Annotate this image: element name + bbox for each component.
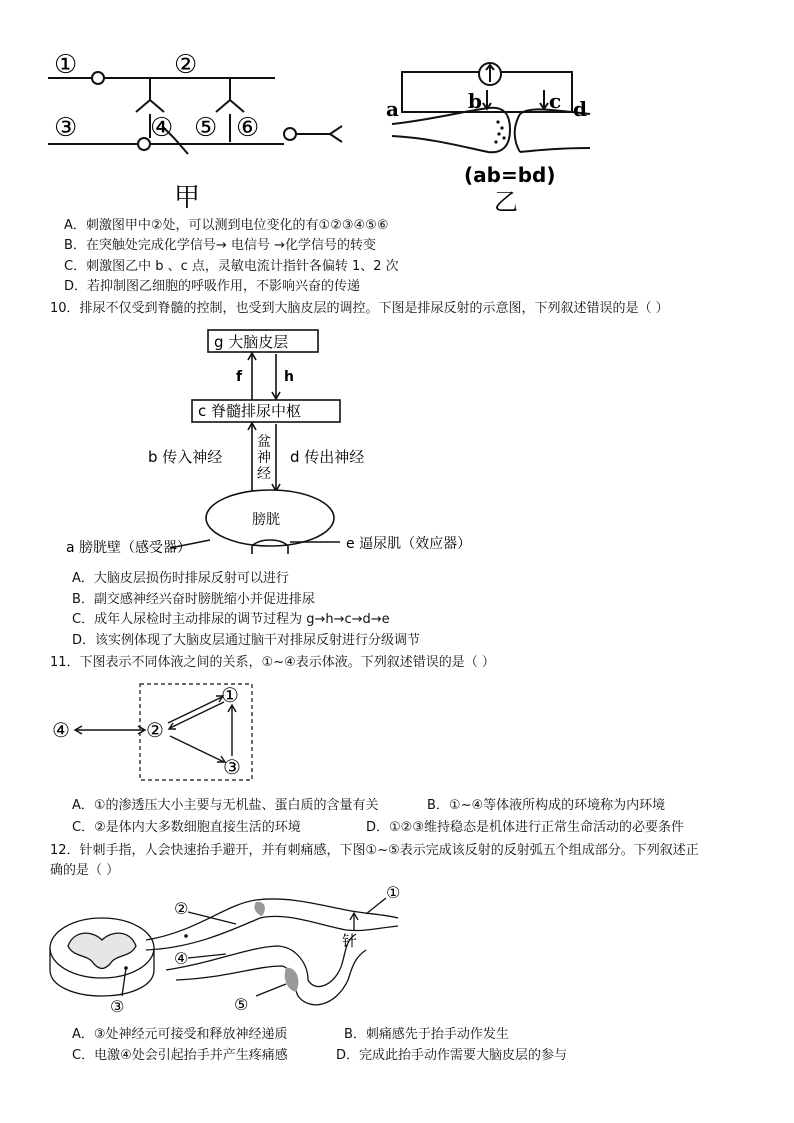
q12-option-d: D．完成此抬手动作需要大脑皮层的参与 xyxy=(336,1048,568,1063)
label-d: d xyxy=(573,97,587,121)
q12-option-c: C．电激④处会引起抬手并产生疼痛感 xyxy=(72,1048,288,1063)
q9-option-b: B．在突触处完成化学信号→ 电信号 →化学信号的转变 xyxy=(64,238,376,253)
spinal-box-label: c 脊髓排尿中枢 xyxy=(198,402,302,420)
node-1: ① xyxy=(221,683,239,707)
arc-label-3: ③ xyxy=(110,997,125,1016)
q10-option-d: D．该实例体现了大脑皮层通过脑干对排尿反射进行分级调节 xyxy=(72,633,421,648)
q12-option-a: A．③处神经元可接受和释放神经递质 xyxy=(72,1027,288,1042)
label-4: ④ xyxy=(150,113,174,143)
arc-label-4: ④ xyxy=(174,949,189,968)
detrusor-label: e 逼尿肌（效应器） xyxy=(346,536,472,552)
ab-bd-note: (ab=bd) xyxy=(464,163,556,187)
q10-option-a: A．大脑皮层损伤时排尿反射可以进行 xyxy=(72,571,289,586)
node-3: ③ xyxy=(223,755,241,779)
label-2: ② xyxy=(174,50,198,80)
bladder-wall-label: a 膀胱壁（感受器） xyxy=(66,540,192,556)
q12-stem-line2: 确的是（ ） xyxy=(50,863,120,878)
needle-label: 针 xyxy=(342,932,358,950)
q9-option-d: D．若抑制图乙细胞的呼吸作用，不影响兴奋的传递 xyxy=(64,279,361,294)
q9-option-a: A．刺激图甲中②处，可以测到电位变化的有①②③④⑤⑥ xyxy=(64,218,389,233)
arc-label-2: ② xyxy=(174,899,189,918)
bladder-label: 膀胱 xyxy=(252,512,280,528)
figure-jia xyxy=(40,42,360,212)
label-b: b xyxy=(468,89,482,113)
arc-label-5: ⑤ xyxy=(234,995,249,1014)
q11-option-d: D．①②③维持稳态是机体进行正常生命活动的必要条件 xyxy=(366,820,684,835)
caption-yi: 乙 xyxy=(494,188,518,214)
label-1: ① xyxy=(54,50,78,80)
q10-option-c: C．成年人尿检时主动排尿的调节过程为 g→h→c→d→e xyxy=(72,612,390,627)
caption-jia: 甲 xyxy=(174,183,201,212)
label-a: a xyxy=(386,97,399,121)
node-2: ② xyxy=(146,718,164,742)
q12-stem-line1: 12．针刺手指，人会快速抬手避开，并有刺痛感，下图①~⑤表示完成该反射的反射弧五个组成部分。下列叙述正 xyxy=(50,843,699,858)
figure-yi xyxy=(380,58,600,214)
q11-option-a: A．①的渗透压大小主要与无机盐、蛋白质的含量有关 xyxy=(72,798,379,813)
label-c: c xyxy=(549,89,562,113)
q10-diagram xyxy=(60,324,540,560)
q11-option-c: C．②是体内大多数细胞直接生活的环境 xyxy=(72,820,301,835)
node-4: ④ xyxy=(52,718,70,742)
arrow-h-label: h xyxy=(284,369,294,385)
cortex-box-label: g 大脑皮层 xyxy=(214,333,289,351)
q12-reflex-arc-diagram xyxy=(46,884,426,1020)
efferent-label: d 传出神经 xyxy=(290,448,365,466)
arc-label-1: ① xyxy=(386,884,401,902)
q9-option-c: C．刺激图乙中 b 、c 点，灵敏电流计指针各偏转 1、2 次 xyxy=(64,259,399,274)
arrow-f-label: f xyxy=(236,369,243,385)
pelvic-char-1: 盆 xyxy=(257,434,271,450)
q11-option-b: B．①~④等体液所构成的环境称为内环境 xyxy=(427,798,666,813)
pelvic-char-3: 经 xyxy=(257,466,271,482)
label-6: ⑥ xyxy=(236,113,260,143)
q11-diagram xyxy=(46,680,266,786)
label-3: ③ xyxy=(54,113,78,143)
q10-option-b: B．副交感神经兴奋时膀胱缩小并促进排尿 xyxy=(72,592,315,607)
q12-option-b: B．刺痛感先于抬手动作发生 xyxy=(344,1027,509,1042)
label-5: ⑤ xyxy=(194,113,218,143)
pelvic-char-2: 神 xyxy=(257,450,271,466)
afferent-label: b 传入神经 xyxy=(148,448,223,466)
q11-stem: 11．下图表示不同体液之间的关系，①~④表示体液。下列叙述错误的是（ ） xyxy=(50,655,495,670)
q10-stem: 10．排尿不仅受到脊髓的控制，也受到大脑皮层的调控。下图是排尿反射的示意图，下列叙述错误的是（ ） xyxy=(50,301,669,316)
